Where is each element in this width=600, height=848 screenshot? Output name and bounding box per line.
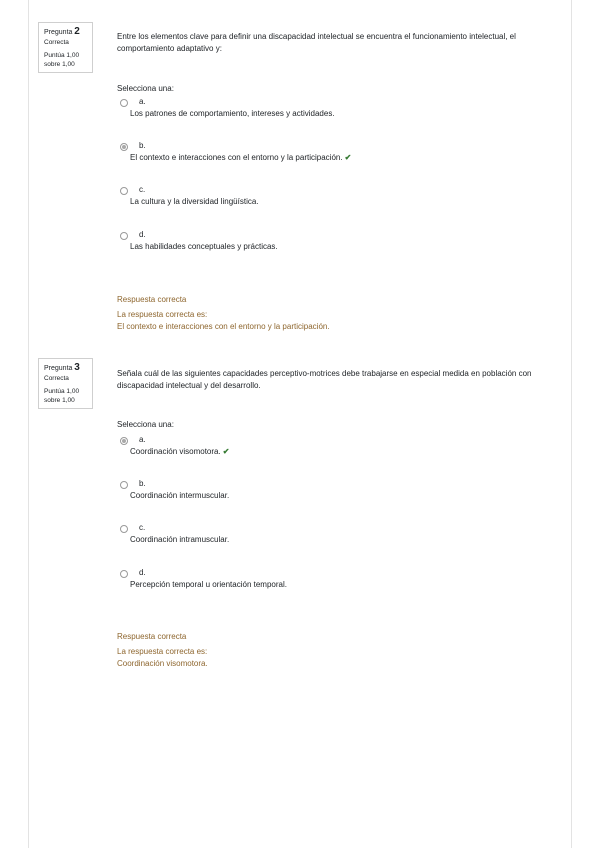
answer-option-d[interactable] [117,229,557,259]
option-letter: a. [139,97,146,106]
correct-check-icon: ✔ [222,447,230,456]
option-letter: d. [139,568,146,577]
feedback-correct-answer: Coordinación visomotora. [117,659,208,668]
option-text: El contexto e interacciones con el entorno y la participación. ✔ [130,153,352,162]
answer-option-c[interactable] [117,522,557,552]
question-grade-line1: Puntúa 1,00 [44,52,80,59]
question-number: 3 [74,362,80,373]
option-letter: c. [139,185,146,194]
option-text: La cultura y la diversidad lingüística. [130,197,259,206]
answer-option-c[interactable] [117,184,557,214]
option-text: Las habilidades conceptuales y prácticas. [130,242,278,251]
answer-option-b[interactable] [117,478,557,508]
correct-check-icon: ✔ [344,153,352,162]
option-letter: c. [139,523,146,532]
option-text: Percepción temporal u orientación temporal. [130,580,287,589]
question-state: Correcta [44,39,69,46]
question-grade-line2: sobre 1,00 [44,397,75,404]
question-content [117,358,557,668]
feedback-correct-label: La respuesta correcta es: [117,310,208,319]
radio-button[interactable] [120,525,128,533]
answer-option-a[interactable] [117,434,557,464]
feedback-correct-answer: El contexto e interacciones con el entorno y la participación. [117,322,330,331]
question-info-box [38,22,93,73]
feedback-correct-label: La respuesta correcta es: [117,647,208,656]
radio-button-selected[interactable] [120,437,128,445]
answer-option-d[interactable] [117,567,557,597]
feedback-status: Respuesta correcta [117,295,187,304]
question-text: Señala cuál de las siguientes capacidades perceptivo-motrices debe trabajarse en especial medida en población con discapacidad intelectual y del desarrollo. [117,369,532,390]
question-label: Pregunta [44,365,73,372]
question-2 [38,22,558,342]
question-content [117,22,557,331]
radio-button[interactable] [120,99,128,107]
option-text: Los patrones de comportamiento, intereses y actividades. [130,109,335,118]
radio-button[interactable] [120,570,128,578]
question-grade-line2: sobre 1,00 [44,61,75,68]
radio-button[interactable] [120,232,128,240]
question-text: Entre los elementos clave para definir una discapacidad intelectual se encuentra el funcionamiento intelectual, el comportamiento adaptativo y: [117,32,516,53]
option-text: Coordinación visomotora. ✔ [130,447,230,456]
option-letter: b. [139,141,146,150]
page-right-border [571,0,572,848]
radio-button-selected[interactable] [120,143,128,151]
question-number: 2 [74,26,80,37]
question-state: Correcta [44,375,69,382]
question-heading [44,27,88,38]
question-info-box [38,358,93,409]
page-left-border [28,0,29,848]
feedback-status: Respuesta correcta [117,632,187,641]
question-label: Pregunta [44,29,73,36]
answer-option-a[interactable] [117,96,557,126]
radio-button[interactable] [120,481,128,489]
answer-option-b[interactable] [117,140,557,170]
option-letter: a. [139,435,146,444]
option-letter: d. [139,230,146,239]
option-letter: b. [139,479,146,488]
question-3 [38,358,558,678]
answer-prompt: Selecciona una: [117,420,174,429]
option-text: Coordinación intermuscular. [130,491,230,500]
radio-button[interactable] [120,187,128,195]
question-heading [44,363,88,374]
question-grade-line1: Puntúa 1,00 [44,388,80,395]
answer-prompt: Selecciona una: [117,84,174,93]
option-text: Coordinación intramuscular. [130,535,230,544]
